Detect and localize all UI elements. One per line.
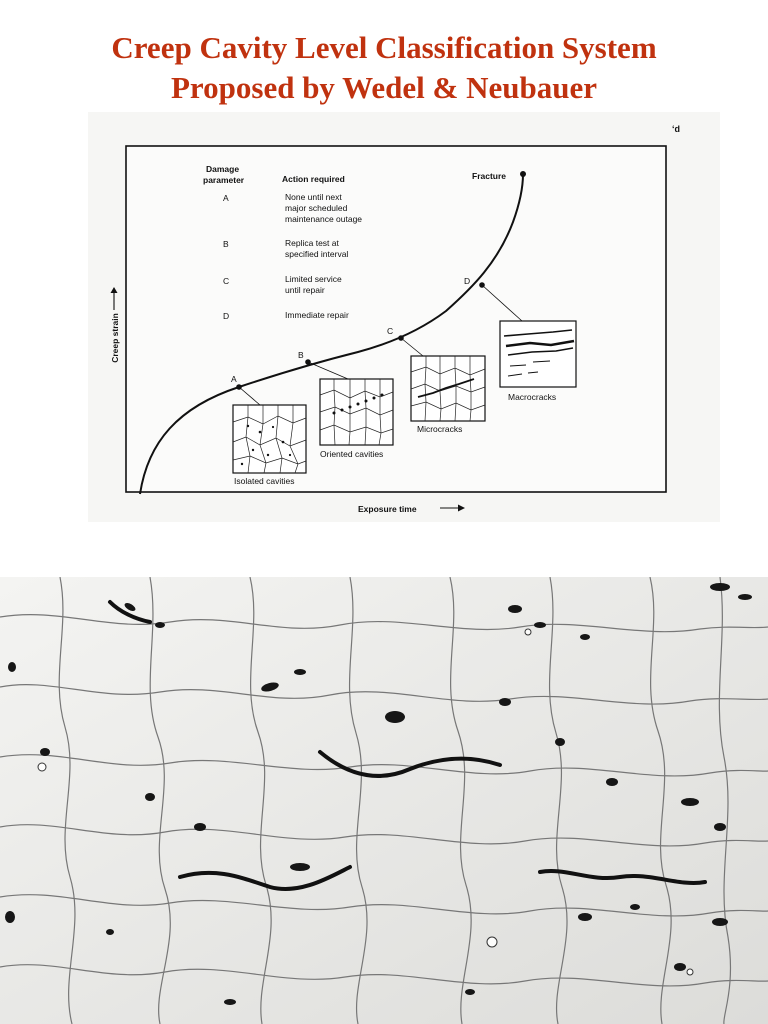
inset-caption-a: Isolated cavities [234,476,295,486]
table-action-d-1: Immediate repair [285,310,349,320]
table-action-a-2: major scheduled [285,203,348,213]
table-action-b-2: specified interval [285,249,349,259]
inset-caption-c: Microcracks [417,424,463,434]
inset-oriented-cavities [320,379,393,445]
point-c-label: C [387,326,394,336]
slide-title [0,28,768,108]
point-a-label: A [231,374,237,384]
micrograph-svg [0,577,768,1024]
table-action-b-1: Replica test at [285,238,339,248]
table-action-c-1: Limited service [285,274,342,284]
table-action-c-2: until repair [285,285,325,295]
table-action-a-1: None until next [285,192,342,202]
y-axis-label: Creep strain [110,313,120,363]
x-axis-label: Exposure time [358,504,417,514]
title-line-1: Creep Cavity Level Classification System [111,30,657,65]
point-b-label: B [298,350,304,360]
damage-header-line-1: Damage [206,164,240,174]
inset-caption-d: Macrocracks [508,392,557,402]
table-param-d: D [223,311,230,321]
inset-caption-b: Oriented cavities [320,449,384,459]
fracture-label: Fracture [472,171,507,181]
inset-isolated-cavities [233,405,306,473]
table-param-b: B [223,239,229,249]
title-line-2: Proposed by Wedel & Neubauer [171,70,597,105]
fracture-point [520,171,526,177]
plot-frame [126,146,666,492]
creep-damage-micrograph [0,577,768,1024]
damage-header-line-2: parameter [203,175,245,185]
inset-microcracks [411,356,485,421]
y-axis-arrowhead [111,287,118,293]
table-param-c: C [223,276,230,286]
corner-mark: ‘d [672,124,680,134]
y-axis-label-group [110,313,120,363]
table-param-a: A [223,193,229,203]
inset-macrocracks [500,321,576,387]
creep-diagram-figure [88,112,720,522]
table-action-a-3: maintenance outage [285,214,363,224]
creep-diagram-svg [88,112,720,522]
x-axis-arrowhead [458,505,465,512]
action-header: Action required [282,174,345,184]
point-d-label: D [464,276,471,286]
